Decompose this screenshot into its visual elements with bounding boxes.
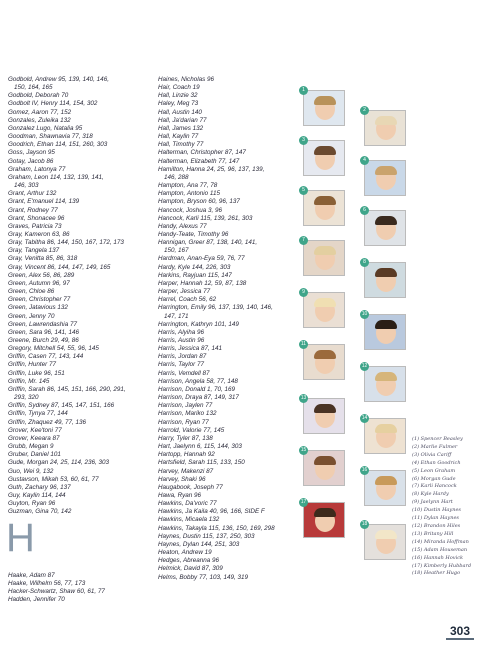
photo-captions <box>412 436 471 578</box>
index-column-g <box>8 76 126 516</box>
hair-shape <box>314 96 336 105</box>
photo-number-badge: 15 <box>300 447 307 453</box>
index-entry: Hart, Jaelynn 6, 115, 144, 303 <box>158 443 242 451</box>
index-entry: Hawa, Ryan 96 <box>158 491 202 499</box>
index-entry: Harrison, Draya 87, 149, 317 <box>158 394 239 402</box>
index-entry: 150, 167 <box>164 247 189 255</box>
hair-shape <box>375 116 397 125</box>
index-entry: Graham, Latonya 77 <box>8 165 66 173</box>
photo-number-badge: 17 <box>300 499 307 505</box>
index-entry: Grant, Arthur 132 <box>8 190 57 198</box>
index-entry: Hedges, Abreanna 96 <box>158 557 220 565</box>
student-photo <box>303 140 345 176</box>
index-entry: Gonzalez Lugo, Natalia 95 <box>8 124 83 132</box>
index-entry: Harrington, Kathryn 101, 149 <box>158 320 239 328</box>
photo-caption: (12) Brandon Hiles <box>412 522 461 529</box>
student-photo <box>303 398 345 434</box>
index-entry: Harvey, Shaki 96 <box>158 475 206 483</box>
photo-caption: (17) Kimberly Hubbard <box>412 562 472 569</box>
hair-shape <box>314 246 336 255</box>
photo-number-badge: 1 <box>299 86 308 95</box>
photo-number-badge: 10 <box>361 311 368 317</box>
photo-caption: (2) Marlie Fulmer <box>412 443 458 450</box>
index-entry: Greene, Burch 29, 49, 86 <box>8 337 79 344</box>
index-entry: 146, 288 <box>164 173 189 181</box>
index-column-h-start <box>8 572 105 605</box>
photo-caption: (5) Leon Graham <box>412 467 456 474</box>
index-entry: Hacker-Schwartz, Shaw 60, 61, 77 <box>8 588 105 596</box>
student-photo <box>303 90 345 126</box>
photo-number-badge: 7 <box>299 236 308 245</box>
index-entry: Harkins, Rayjuan 115, 147 <box>158 271 232 279</box>
index-entry: Hawkins, Da'voric 77 <box>158 500 217 508</box>
index-entry: Hadden, Jennifer 70 <box>8 596 65 604</box>
hair-shape <box>314 146 336 155</box>
index-entry: Hall, Linzie 32 <box>158 92 198 100</box>
index-entry: Griffin, Sydney 87, 145, 147, 151, 166 <box>8 402 115 410</box>
photo-number-badge: 18 <box>361 521 368 527</box>
index-entry: Green, Jatavious 132 <box>8 304 68 312</box>
index-entry: Harris, Jessica 87, 141 <box>158 345 223 353</box>
index-entry: Haynes, Dylan 144, 251, 303 <box>158 540 240 548</box>
photo-number-badge: 3 <box>299 136 308 145</box>
hair-shape <box>314 298 336 307</box>
index-entry: Gustavson, Mikah 53, 60, 61, 77 <box>8 475 99 483</box>
index-entry: Heaton, Andrew 19 <box>158 549 212 557</box>
index-entry: Hall, Austin 140 <box>158 108 202 116</box>
index-entry: Harvey, Makenzi 87 <box>158 467 214 475</box>
index-entry: Grover, Keeara 87 <box>8 434 60 442</box>
hair-shape <box>375 530 397 539</box>
student-photo <box>364 160 406 196</box>
index-entry: Hardy, Kyle 144, 226, 303 <box>158 263 231 271</box>
index-entry: Graham, Leon 114, 132, 139, 141, <box>8 173 104 181</box>
index-entry: Handy-Teate, Timothy 96 <box>158 230 229 238</box>
index-entry: Green, Sara 96, 141, 146 <box>8 328 80 336</box>
index-entry: Guyton, Ryan 96 <box>8 500 56 508</box>
index-entry: Halterman, Christopher 87, 147 <box>158 149 246 157</box>
index-entry: Harrel, Coach 56, 62 <box>158 296 217 304</box>
index-entry: Hawkins, Ja Kaila 40, 96, 166, SIDE F <box>158 508 265 516</box>
index-entry: Grover, Kee'toni 77 <box>8 426 62 434</box>
student-photo <box>364 524 406 560</box>
index-column-h <box>158 76 275 582</box>
photo-caption: (10) Dustin Haynes <box>412 507 461 514</box>
index-entry: Harris, Jordan 87 <box>158 353 207 361</box>
index-entry: Harris, Austin 96 <box>158 337 205 344</box>
student-photo <box>364 110 406 146</box>
index-entry: Gonzales, Zuleika 132 <box>8 116 71 124</box>
hair-shape <box>314 404 336 413</box>
photo-caption: (8) Kyle Hardy <box>412 491 449 498</box>
hair-shape <box>375 216 397 225</box>
index-entry: Gregory, Mitchell 54, 55, 96, 145 <box>8 345 99 353</box>
index-entry: Griffin, Mr. 145 <box>8 377 50 385</box>
index-entry: Harris, Vemdell 87 <box>158 369 210 377</box>
index-entry: Gotay, Jacob 86 <box>8 157 54 165</box>
index-entry: Goodman, Shawnavia 77, 318 <box>8 133 93 141</box>
index-entry: Harrison, Angela 58, 77, 148 <box>158 377 238 385</box>
index-entry: Green, Jenny 70 <box>8 312 55 320</box>
index-entry: 293, 320 <box>14 394 39 402</box>
photo-caption: (9) Jaelynn Hart <box>412 499 453 506</box>
index-entry: Helmick, David 87, 309 <box>158 565 223 573</box>
index-entry: Harper, Jessica 77 <box>158 288 211 296</box>
index-entry: 146, 303 <box>14 182 39 190</box>
student-photo <box>364 210 406 246</box>
index-entry: Goodrich, Ethan 114, 151, 260, 303 <box>8 141 108 149</box>
index-entry: Gude, Morgan 24, 25, 114, 236, 303 <box>8 459 110 467</box>
index-entry: Hampton, Antonio 115 <box>158 190 220 198</box>
photo-number-badge: 6 <box>360 206 369 215</box>
index-entry: Guy, Kaylin 114, 144 <box>8 491 66 499</box>
photo-number-badge: 5 <box>299 186 308 195</box>
index-entry: Guth, Zachary 96, 137 <box>8 483 71 491</box>
student-photo <box>303 502 345 538</box>
index-entry: Griffin, Luke 96, 151 <box>8 369 65 377</box>
student-photo <box>364 366 406 402</box>
photo-caption: (3) Olivia Cariff <box>412 451 452 458</box>
index-entry: Gray, Tangela 137 <box>8 247 60 255</box>
hair-shape <box>375 476 397 485</box>
index-entry: Grubb, Megan 9 <box>8 443 54 451</box>
index-entry: Handy, Alexus 77 <box>158 222 207 230</box>
index-entry: 147, 171 <box>164 312 189 320</box>
index-entry: Harris, Taylor 77 <box>158 361 204 369</box>
index-entry: Griffin, Tynya 77, 144 <box>8 410 68 418</box>
hair-shape <box>375 424 397 433</box>
index-entry: Godbolt IV, Henry 114, 154, 302 <box>8 100 98 108</box>
index-entry: Haley, Meg 73 <box>158 100 199 108</box>
photo-caption: (1) Spencer Beasley <box>412 436 463 442</box>
index-entry: Hardman, Anan-Eya 59, 76, 77 <box>158 255 245 263</box>
student-photo <box>364 418 406 454</box>
index-entry: Helms, Bobby 77, 103, 149, 319 <box>158 573 248 581</box>
student-photo <box>303 292 345 328</box>
photo-number-badge: 2 <box>360 106 369 115</box>
index-entry: Green, Alex 56, 86, 289 <box>8 271 75 279</box>
hair-shape <box>314 196 336 205</box>
index-entry: Griffin, Sarah 86, 145, 151, 166, 290, 291, <box>8 385 126 393</box>
index-entry: Harris, Alyiha 96 <box>158 328 204 336</box>
index-entry: Godbold, Deborah 70 <box>8 92 69 100</box>
hair-shape <box>314 508 336 517</box>
index-entry: Hawkins, Takayla 115, 136, 150, 169, 298 <box>158 524 275 532</box>
index-entry: Haake, Wilhelm 56, 77, 173 <box>8 580 86 588</box>
index-entry: Green, Christopher 77 <box>8 296 71 304</box>
photo-number-badge: 11 <box>300 341 307 347</box>
student-photo <box>303 190 345 226</box>
index-entry: Harrison, Ryan 77 <box>158 418 209 426</box>
photo-caption: (6) Morgan Gude <box>412 475 456 482</box>
index-entry: Grant, Rodney 77 <box>8 206 58 214</box>
photo-number-badge: 9 <box>299 288 308 297</box>
index-entry: Hancock, Karli 115, 139, 261, 303 <box>158 214 253 222</box>
index-entry: Harrison, Jaylen 77 <box>158 402 213 410</box>
photo-caption: (7) Karli Hancock <box>412 483 457 490</box>
photo-caption: (14) Miranda Hoffman <box>412 538 469 545</box>
index-entry: Griffin, Zhaquez 49, 77, 136 <box>8 418 87 426</box>
student-photo <box>364 262 406 298</box>
photo-caption: (11) Dylan Haynes <box>412 515 459 522</box>
photo-caption: (16) Hannah Hovick <box>412 554 464 561</box>
photo-number-badge: 8 <box>360 258 369 267</box>
index-entry: Haake, Adam 87 <box>8 572 55 579</box>
index-entry: Gomez, Aaron 77, 152 <box>8 108 72 116</box>
index-entry: Goss, Jayson 95 <box>8 149 55 157</box>
index-entry: Guo, Wei 9, 132 <box>8 467 54 475</box>
photo-caption: (18) Heather Hugo <box>412 570 461 577</box>
index-entry: Grant, Shonacee 96 <box>8 214 65 222</box>
hair-shape <box>314 456 336 465</box>
index-entry: Gray, Venitta 85, 86, 318 <box>8 255 78 263</box>
index-entry: Grant, E'manuel 114, 139 <box>8 198 80 206</box>
index-entry: Harrold, Valorie 77, 145 <box>158 426 225 434</box>
student-photo <box>303 240 345 276</box>
student-photo <box>364 314 406 350</box>
index-entry: Hartsfield, Sarah 115, 133, 150 <box>158 459 245 467</box>
index-entry: Hawkins, Micaela 132 <box>158 516 220 524</box>
index-entry: Guzman, Gina 70, 142 <box>8 508 72 516</box>
index-entry: Harper, Hannah 12, 59, 87, 138 <box>158 279 247 287</box>
photo-number-badge: 12 <box>361 363 368 369</box>
photo-number-badge: 4 <box>360 156 369 165</box>
photo-number-badge: 14 <box>361 415 368 421</box>
photo-number-badge: 16 <box>361 467 368 473</box>
hair-shape <box>375 166 397 175</box>
index-entry: Hampton, Bryson 60, 96, 137 <box>158 198 240 206</box>
hair-shape <box>375 320 397 329</box>
student-photo <box>303 450 345 486</box>
index-entry: Gray, Vincent 86, 144, 147, 149, 165 <box>8 263 111 271</box>
index-entry: Hall, Timothy 77 <box>158 141 204 149</box>
index-entry: Haugabook, Joseph 77 <box>158 483 223 491</box>
index-entry: Hall, Ja'darian 77 <box>158 116 207 124</box>
index-entry: Graves, Patricia 73 <box>8 222 62 230</box>
index-entry: Halterman, Elizabeth 77, 147 <box>158 157 240 165</box>
index-entry: Hall, James 132 <box>158 124 204 132</box>
index-entry: Hall, Kaylin 77 <box>158 133 199 141</box>
hair-shape <box>375 372 397 381</box>
student-photo <box>364 470 406 506</box>
index-entry: Hampton, Ana 77, 78 <box>158 182 218 190</box>
index-entry: Green, Chloe 86 <box>8 288 55 296</box>
index-entry: Godbold, Andrew 95, 139, 140, 146, <box>8 76 109 83</box>
index-entry: Hartopp, Hannah 92 <box>158 451 215 459</box>
index-entry: Gray, Kameron 63, 86 <box>8 230 70 238</box>
index-entry: Haynes, Dustin 115, 137, 250, 303 <box>158 532 255 540</box>
student-photo <box>303 344 345 380</box>
index-entry: Green, Autumn 96, 97 <box>8 279 70 287</box>
index-entry: Hamilton, Hanna 24, 25, 96, 137, 139, <box>158 165 265 173</box>
section-letter-h: H <box>6 516 35 560</box>
index-entry: Gray, Tabitha 86, 144, 150, 167, 172, 173 <box>8 239 124 247</box>
index-entry: Hannigan, Greer 87, 138, 140, 141, <box>158 239 258 247</box>
index-entry: Griffin, Casen 77, 143, 144 <box>8 353 84 361</box>
index-entry: Harrison, Mariko 132 <box>158 410 217 418</box>
index-entry: Green, Lawrendashia 77 <box>8 320 77 328</box>
index-entry: Gruber, Daniel 101 <box>8 451 61 459</box>
index-entry: Harry, Tyler 87, 138 <box>158 434 213 442</box>
hair-shape <box>314 350 336 359</box>
photo-caption: (15) Adam Houseman <box>412 546 468 553</box>
index-entry: Griffin, Hunter 77 <box>8 361 56 369</box>
index-entry: 150, 164, 165 <box>14 84 53 92</box>
page-number: 303 <box>449 624 470 638</box>
index-entry: Hancock, Joshua 3, 96 <box>158 206 223 214</box>
photo-caption: (4) Ethan Goodrich <box>412 459 461 466</box>
page-number-rule <box>446 638 474 640</box>
photo-caption: (13) Britany Hill <box>412 530 454 537</box>
index-entry: Harrington, Emily 96, 137, 139, 140, 146, <box>158 304 273 312</box>
hair-shape <box>375 268 397 277</box>
index-entry: Harrison, Donald 1, 70, 169 <box>158 385 236 393</box>
index-entry: Haines, Nicholas 96 <box>158 76 215 83</box>
photo-number-badge: 13 <box>300 395 307 401</box>
index-entry: Hair, Coach 19 <box>158 84 200 92</box>
